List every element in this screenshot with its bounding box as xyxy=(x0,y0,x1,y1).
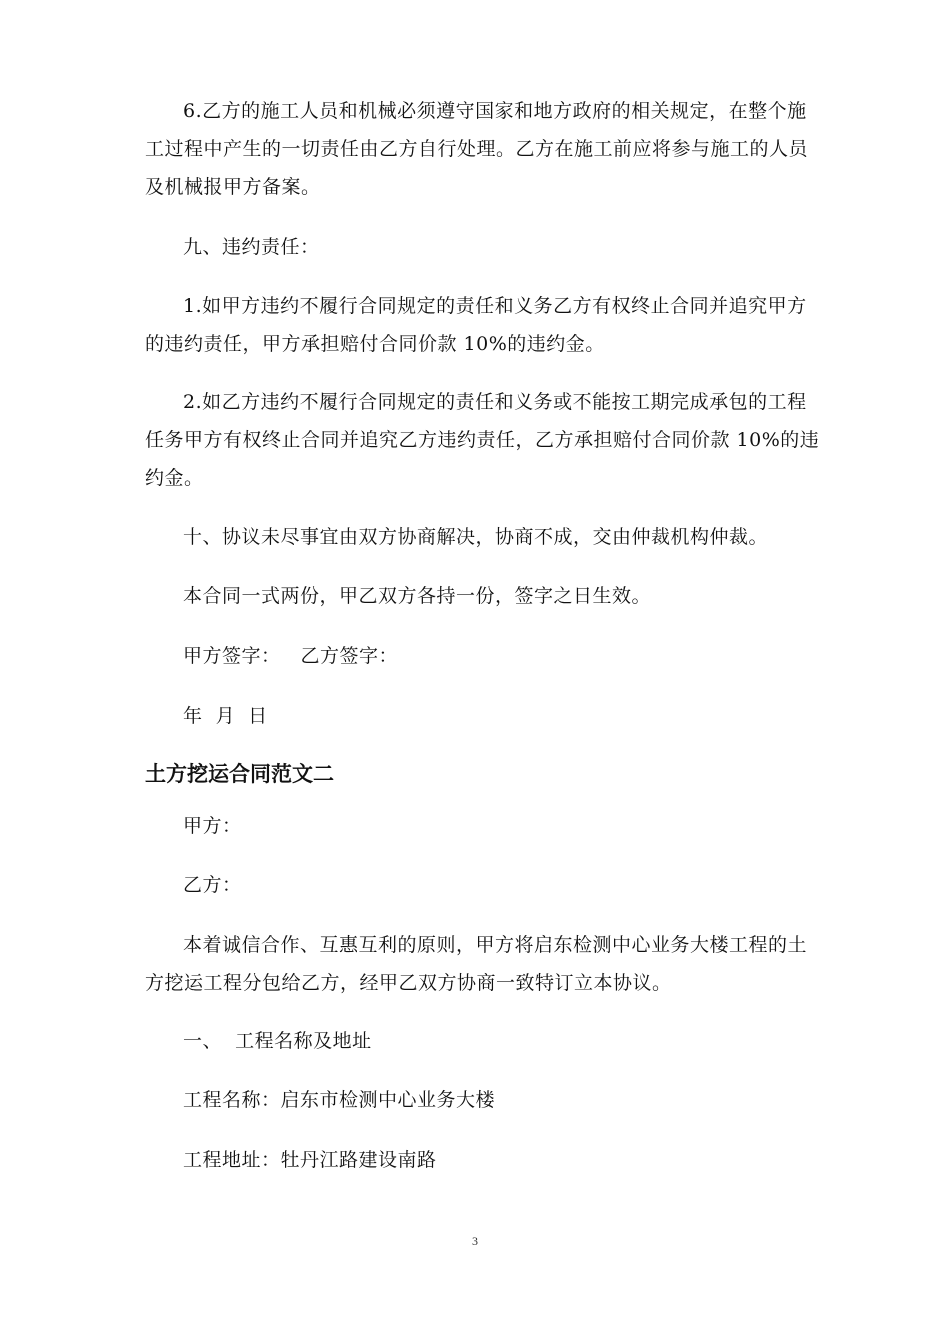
party-b-signature-label: 乙方签字： xyxy=(300,645,399,667)
text-line: 甲方： xyxy=(183,815,242,837)
signature-line xyxy=(145,637,805,675)
text-line: 2.如乙方违约不履行合同规定的责任和义务或不能按工期完成承包的工程 xyxy=(183,391,807,413)
text-line: 一、 工程名称及地址 xyxy=(183,1030,372,1052)
text-line: 工程名称：启东市检测中心业务大楼 xyxy=(183,1089,496,1111)
paragraph-breach-party-b xyxy=(145,383,820,497)
text-line: 6.乙方的施工人员和机械必须遵守国家和地方政府的相关规定，在整个施 xyxy=(183,100,807,122)
party-a-label xyxy=(145,807,805,845)
intro-paragraph xyxy=(145,926,808,1002)
text-line: 的违约责任，甲方承担赔付合同价款 10%的违约金。 xyxy=(145,333,605,355)
text-line: 本着诚信合作、互惠互利的原则，甲方将启东检测中心业务大楼工程的土 xyxy=(183,934,808,956)
paragraph-breach-party-a xyxy=(145,287,805,363)
section-9-title xyxy=(145,228,805,266)
text-line: 及机械报甲方备案。 xyxy=(145,176,321,198)
text-line: 1.如甲方违约不履行合同规定的责任和义务乙方有权终止合同并追究甲方 xyxy=(183,295,807,317)
paragraph-clause-6 xyxy=(145,92,809,206)
section-10-text xyxy=(145,518,805,556)
party-b-label xyxy=(145,866,805,904)
section-heading: 土方挖运合同范文二 xyxy=(145,762,334,786)
text-line: 十、协议未尽事宜由双方协商解决，协商不成，交由仲裁机构仲裁。 xyxy=(183,526,769,548)
project-address xyxy=(145,1141,805,1179)
section-1-title xyxy=(145,1022,805,1060)
page-number: 3 xyxy=(472,1234,478,1248)
text-line: 方挖运工程分包给乙方，经甲乙双方协商一致特订立本协议。 xyxy=(145,972,672,994)
text-line: 工过程中产生的一切责任由乙方自行处理。乙方在施工前应将参与施工的人员 xyxy=(145,138,809,160)
text-line: 工程地址：牡丹江路建设南路 xyxy=(183,1149,437,1171)
text-line: 乙方： xyxy=(183,874,242,896)
copies-text xyxy=(145,577,805,615)
project-name xyxy=(145,1081,805,1119)
text-line: 年 月 日 xyxy=(183,705,268,727)
party-a-signature-label: 甲方签字： xyxy=(183,645,281,667)
text-line: 任务甲方有权终止合同并追究乙方违约责任，乙方承担赔付合同价款 10%的违 xyxy=(145,429,820,451)
text-line: 本合同一式两份，甲乙双方各持一份，签字之日生效。 xyxy=(183,585,652,607)
text-line: 九、违约责任： xyxy=(183,236,320,258)
text-line: 约金。 xyxy=(145,467,204,489)
date-line xyxy=(145,697,805,735)
